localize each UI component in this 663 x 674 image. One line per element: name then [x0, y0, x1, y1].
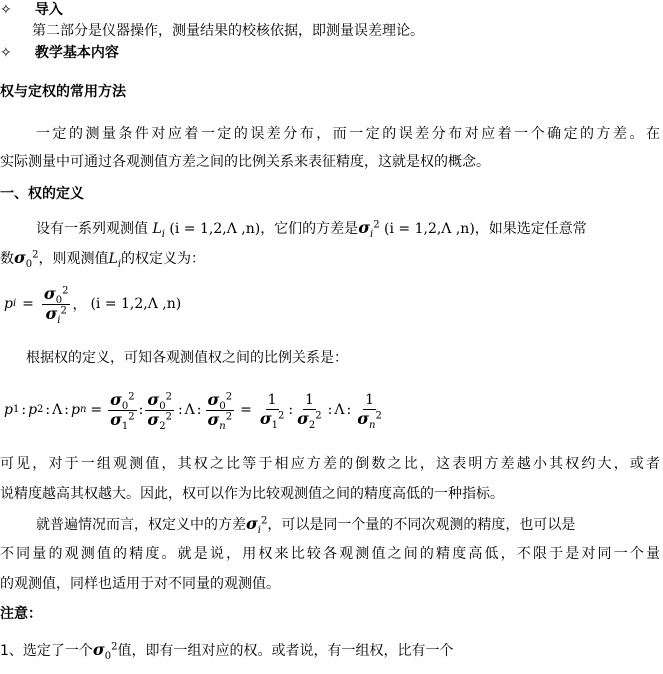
bullet-intro — [0, 0, 63, 20]
L-sub-2: i — [117, 258, 122, 270]
para3-line1: 就普遍情况而言，权定义中的方差$\sigma_i^2$，可以是同一个量的不同次观测的精度，也可以是 — [36, 514, 576, 536]
range-1: (i = 1,2,Λ ,n) — [169, 221, 261, 237]
fraction-1: $\frac{\sigma_0^2}{\sigma_1^2}$ — [110, 389, 135, 432]
p-symbol: p — [4, 296, 13, 312]
range-2: (i = 1,2,Λ ,n) — [384, 221, 475, 237]
ratio-intro: 根据权的定义，可知各观测值权之间的比例关系是： — [26, 350, 348, 366]
fraction-recip-1: $\frac{1}{\sigma_1^2}$ — [259, 392, 285, 431]
diamond-icon: ✧ — [0, 45, 12, 61]
equals: = — [22, 296, 34, 312]
para1-line1: 一定的测量条件对应着一定的误差分布，而一定的误差分布对应着一个确定的方差。在 — [36, 126, 660, 142]
formula-range: (i = 1,2,Λ ,n) — [90, 296, 182, 312]
para3-line2: 不同量的观测值的精度。就是说，用权来比较各观测值之间的精度高低，不限于是对同一个量 — [0, 546, 660, 562]
fraction-sigma0-sigmai: $\frac{\sigma_0^2}{\sigma_i^2}$ — [43, 283, 69, 326]
formula-weight-definition: p i = $\frac{\sigma_0^2}{\sigma_i^2}$ ， (i = 1,2,Λ ,n) — [4, 283, 182, 326]
note-item-1: 1、选定了一个$\sigma_0^2$值，即有一组对应的权。或者说，有一组权，比有一个 — [0, 640, 454, 662]
def-line1 — [36, 218, 587, 239]
formula-comma: ， — [72, 297, 87, 313]
sigma0-symbol: σ — [14, 248, 26, 267]
def2-text-c: 的权定义为： — [121, 251, 206, 267]
para3-line3: 的观测值，同样也适用于对不同量的观测值。 — [0, 576, 280, 592]
heading-definition: 一、权的定义 — [0, 186, 84, 202]
sigma0-note: σ — [92, 640, 105, 659]
def2-text-a: 数 — [0, 251, 14, 267]
para2-line2: 说精度越高其权越大。因此，权可以作为比较观测值之间的精度高低的一种指标。 — [0, 486, 504, 502]
bullet-content — [0, 43, 119, 63]
def-text-c: ，如果选定任意常 — [474, 221, 587, 237]
section-title: 权与定权的常用方法 — [0, 84, 126, 100]
L-symbol: L — [152, 221, 162, 237]
note-title: 注意： — [0, 606, 42, 622]
def-text-a: 设有一系列观测值 — [36, 221, 148, 237]
sigma-sup: 2 — [373, 219, 380, 231]
para2-line1: 可见，对于一组观测值，其权之比等于相应方差的倒数之比，这表明方差越小其权约大，或者 — [0, 456, 660, 472]
para1-line2: 实际测量中可通过各观测值方差之间的比例关系来表征精度，这就是权的概念。 — [0, 154, 490, 170]
fraction-recip-2: $\frac{1}{\sigma_2^2}$ — [297, 392, 322, 431]
formula-weight-ratio: p 1 : p 2 : Λ : p n = $\frac{\sigma_0^2}{\sigma_1^2}$ : $\frac{\sigma_0^2}{\sigma_2^2}$ : Λ : $\frac{\sigma_0^2}{\sigma_n^2}$ = $\frac{1}{\sigma_1^2}$ : $\frac{1}{\sigma_2^2}$ : Λ : $\frac{1}{\sigma_n^2}$ — [4, 389, 382, 432]
def2-text-b: ，则观测值 — [38, 251, 109, 267]
sigma-symbol: σ — [358, 218, 370, 237]
diamond-icon: ✧ — [0, 2, 12, 18]
L-symbol-2: L — [108, 251, 118, 267]
fraction-recip-n: $\frac{1}{\sigma_n^2}$ — [357, 392, 382, 431]
L-sub: i — [161, 228, 165, 240]
def-line2 — [0, 248, 205, 269]
bullet-intro-label: 导入 — [34, 2, 63, 18]
bullet-content-label: 教学基本内容 — [34, 45, 119, 61]
sigma-sub: i — [369, 228, 374, 240]
sigma0-sup: 2 — [32, 249, 39, 261]
fraction-n: $\frac{\sigma_0^2}{\sigma_n^2}$ — [207, 389, 233, 432]
sigma-i-symbol: σ — [246, 514, 258, 533]
fraction-2: $\frac{\sigma_0^2}{\sigma_2^2}$ — [147, 389, 172, 432]
def-text-b: ，它们的方差是 — [260, 221, 359, 237]
intro-text: 第二部分是仪器操作，测量结果的校核依据，即测量误差理论。 — [32, 23, 424, 39]
sigma0-sub: 0 — [25, 258, 33, 270]
